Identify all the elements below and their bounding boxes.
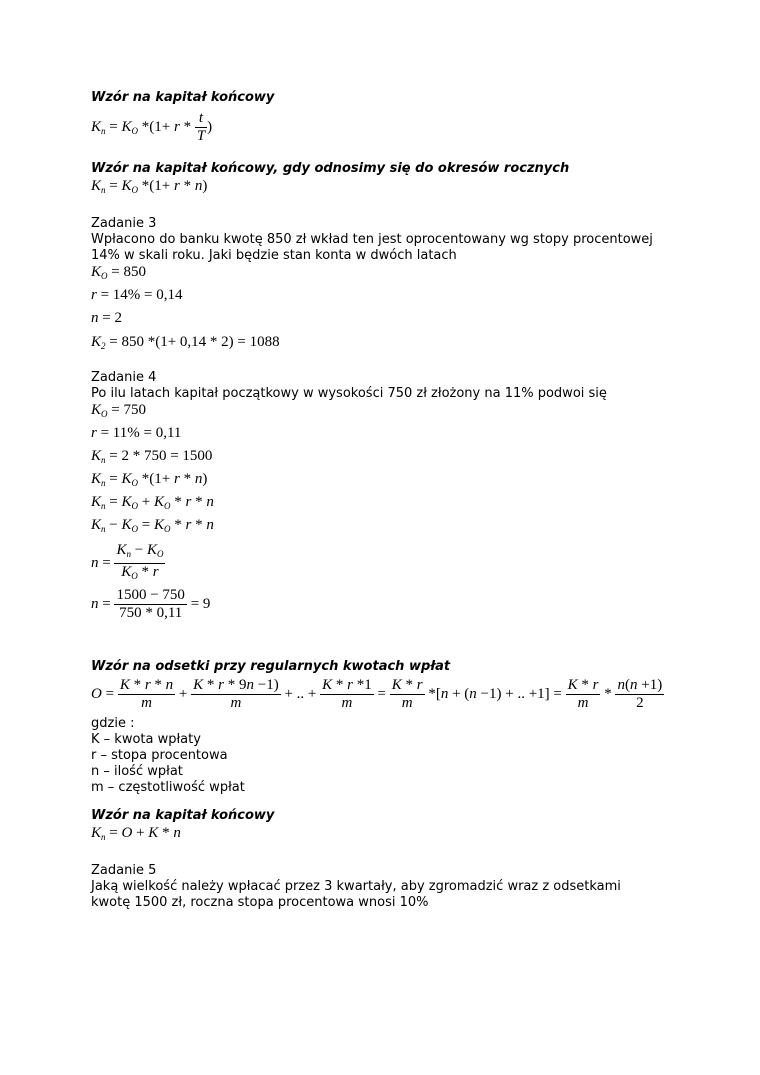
task3-eq-k2: $K_2 = 850$ *(1+ 0,14 * 2) = 1088	[91, 334, 280, 351]
task3-title: Zadanie 3	[91, 216, 157, 231]
task4-eq-kn: $K_n = 2 * 750 = 1500$	[91, 448, 213, 465]
legend-item: n – ilość wpłat	[91, 764, 183, 779]
task4-eq-n-result: n = $\frac{1500 - 750}{750 * 0,11}$ = 9	[91, 587, 211, 621]
task4-eq-diff: $K_n - K_O = K_O * r * n$	[91, 517, 214, 534]
task3-text: Wpłacono do banku kwotę 850 zł wkład ten jest oprocentowany wg stopy procentowej 14% w skali roku. Jaki będzie stan konta w dwóch latach	[91, 232, 653, 263]
heading-final-capital-annual: Wzór na kapitał końcowy, gdy odnosimy się do okresów rocznych	[91, 161, 570, 176]
task3-eq-k0: $K_O = 850$	[91, 264, 146, 281]
heading-interest-regular: Wzór na odsetki przy regularnych kwotach wpłat	[91, 659, 451, 674]
task4-eq-formula: $K_n = K_O$ *(1+ r * n)	[91, 471, 208, 488]
task4-eq-k0: $K_O = 750$	[91, 402, 146, 419]
formula-final-capital: $K_n = K_O$ *(1+ r * $\frac{t}{T}$ )	[91, 110, 213, 144]
formula-final-capital-annual: $K_n = K_O$ *(1+ r * n)	[91, 178, 208, 195]
task4-title: Zadanie 4	[91, 370, 157, 385]
formula-interest-regular: O = $\frac{K * r * n}{m}$ + $\frac{K * r * 9n -1)}{m}$ + .. + $\frac{K * r *1}{m}$ = $\frac{K * r}{m}$ *[n + (n −1) + .. +1] = $\frac{K * r}{m}$ * $\frac{n(n +1)}{2}$	[91, 677, 663, 711]
task4-eq-expand: $K_n = K_O + K_O * r * n$	[91, 494, 214, 511]
legend-item: r – stopa procentowa	[91, 748, 228, 763]
task5-text: Jaką wielkość należy wpłacać przez 3 kwartały, aby zgromadzić wraz z odsetkami kwotę 1500 zł, roczna stopa procentowa wnosi 10%	[91, 879, 621, 910]
legend-item: K – kwota wpłaty	[91, 732, 201, 747]
heading-final-capital-2: Wzór na kapitał końcowy	[91, 808, 275, 823]
heading-final-capital: Wzór na kapitał końcowy	[91, 90, 275, 105]
task5-title: Zadanie 5	[91, 863, 157, 878]
legend-item: m – częstotliwość wpłat	[91, 780, 245, 795]
legend-intro: gdzie :	[91, 716, 135, 731]
task4-text: Po ilu latach kapitał początkowy w wysokości 750 zł złożony na 11% podwoi się	[91, 386, 607, 401]
formula-final-capital-2: $K_n = O + K * n$	[91, 825, 181, 842]
task3-eq-r: r = 14% = 0,14	[91, 287, 183, 303]
task3-eq-n: n = 2	[91, 310, 122, 326]
task4-eq-n-formula: n = $\frac{K_n - K_O}{K_O * r}$	[91, 542, 164, 581]
task4-eq-r: r = 11% = 0,11	[91, 425, 182, 441]
